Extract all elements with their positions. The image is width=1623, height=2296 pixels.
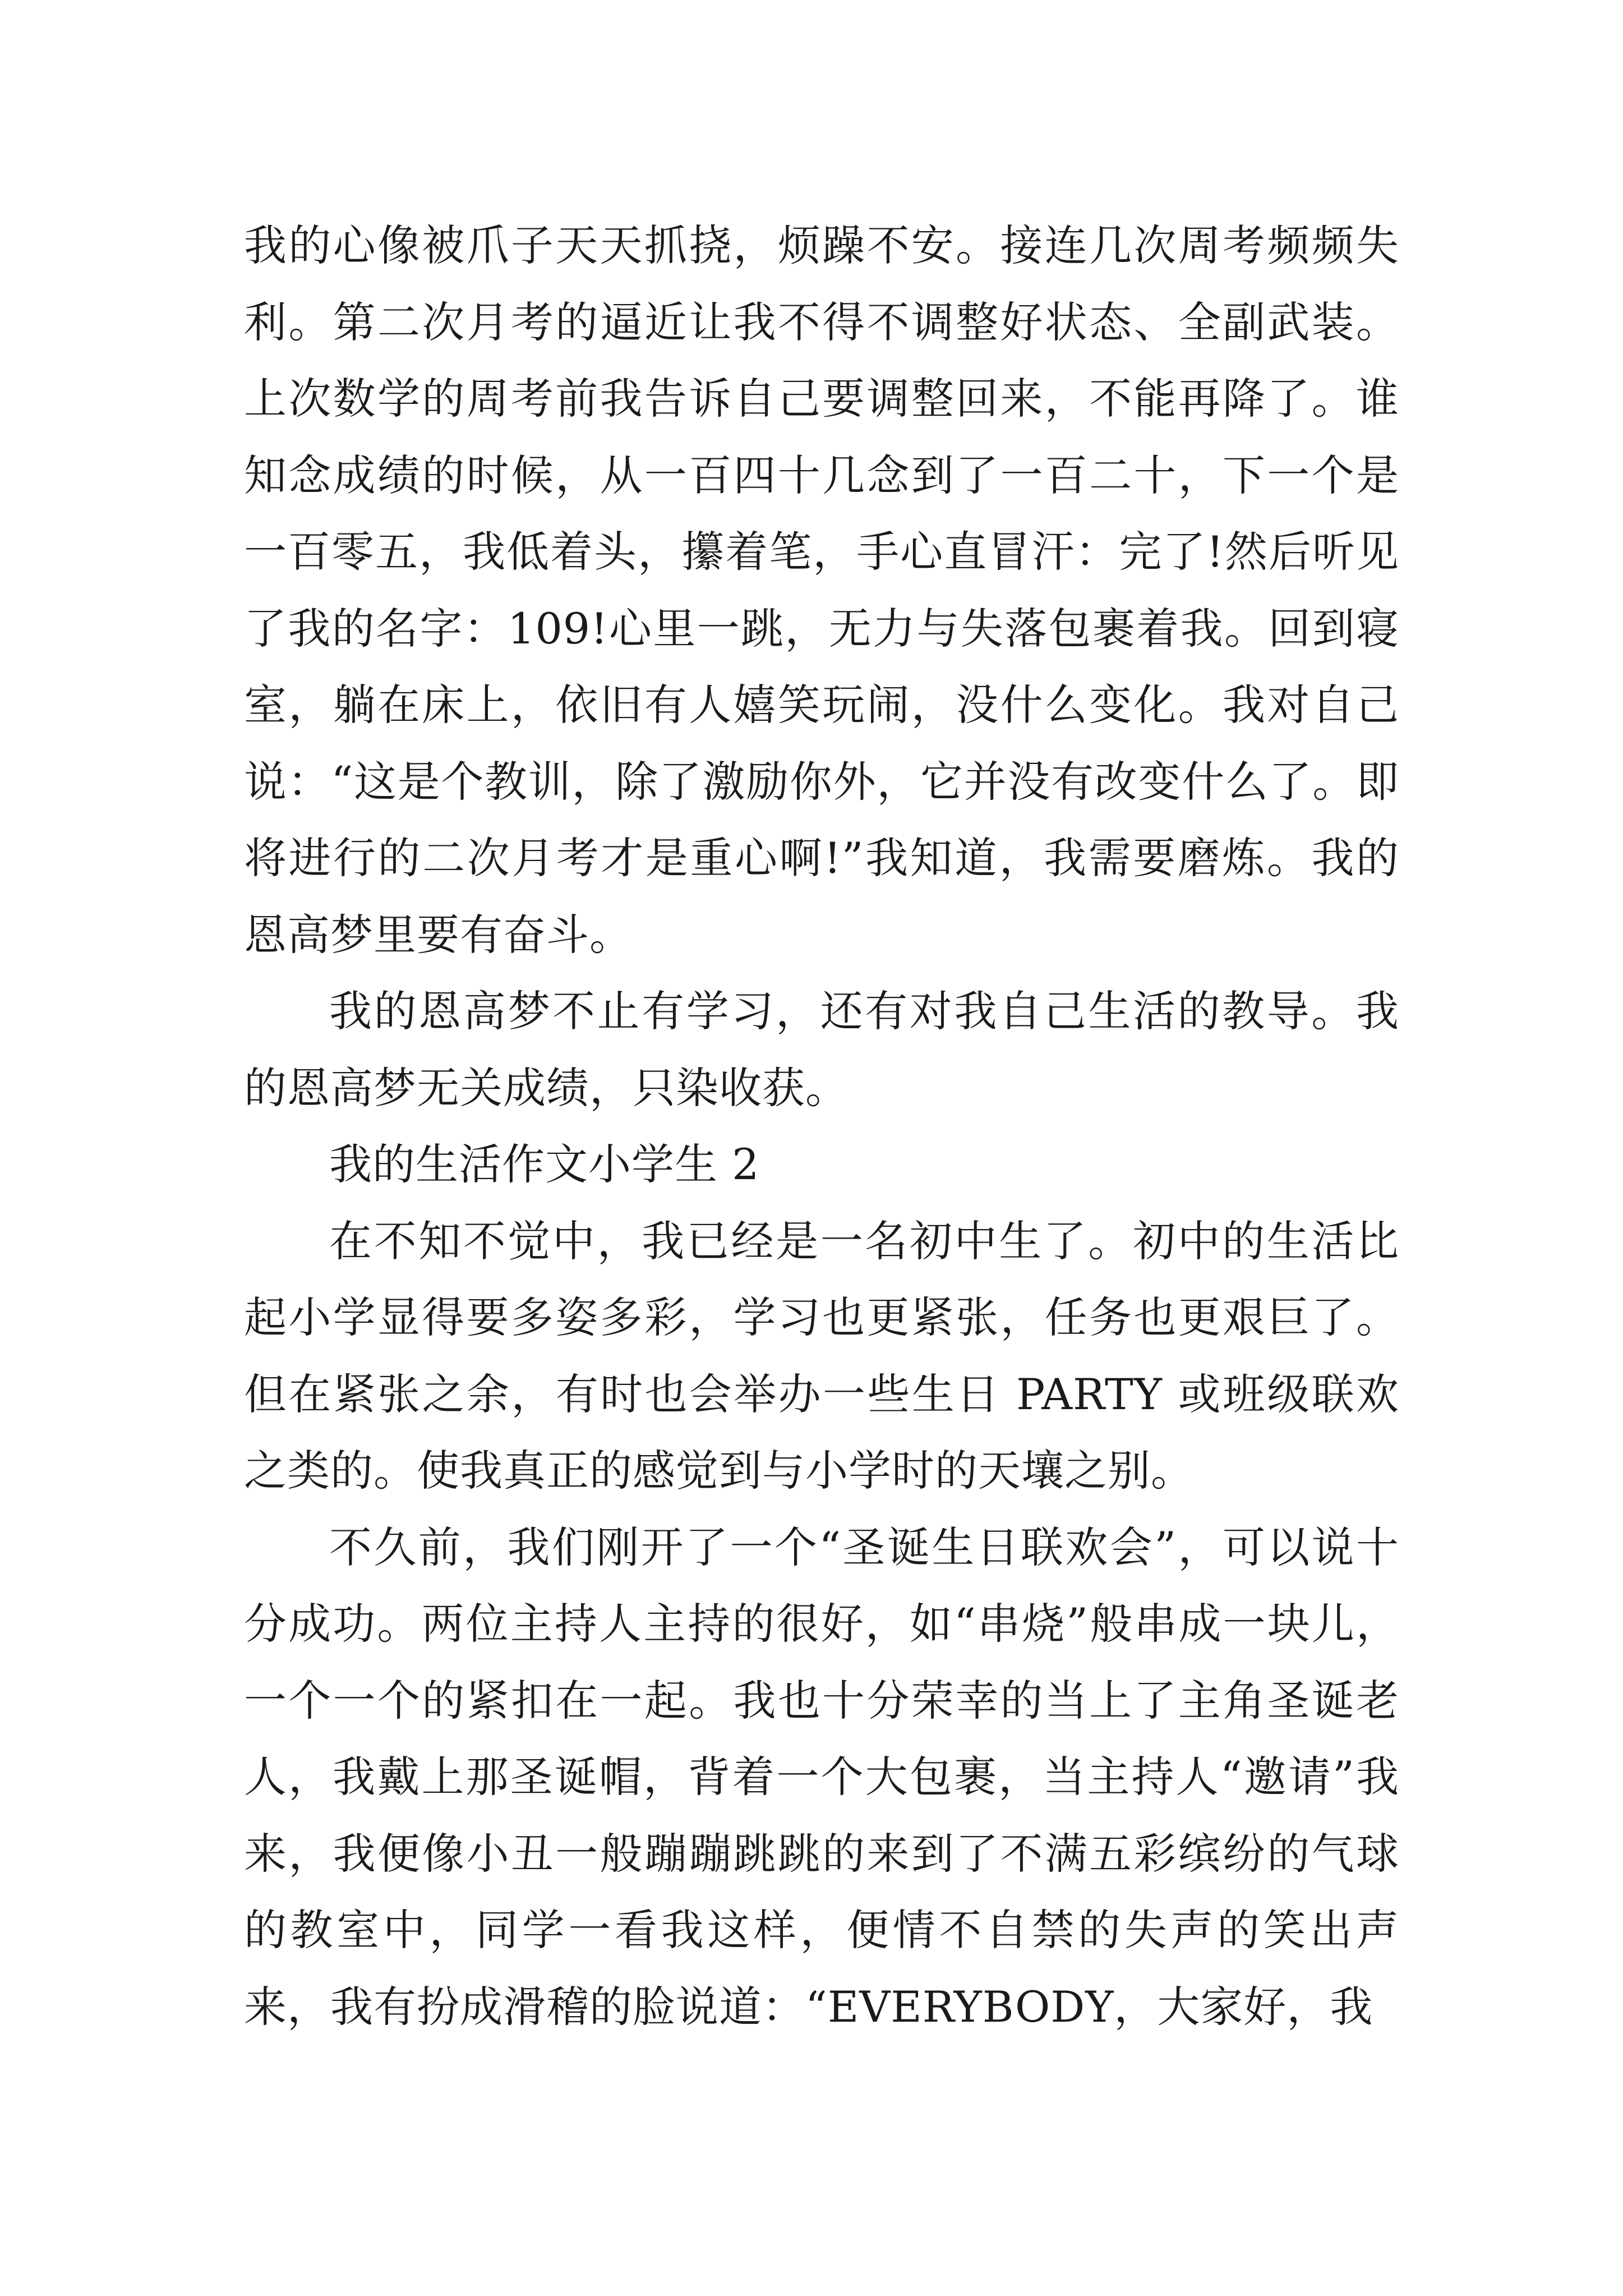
paragraph-3: 在不知不觉中，我已经是一名初中生了。初中的生活比起小学显得要多姿多彩，学习也更紧张，任务也更艰巨了。但在紧张之余，有时也会举办一些生日 PARTY 或班级联欢之类的。使我真正的感觉到与小学时的天壤之别。 xyxy=(244,1216,1399,1496)
paragraph-4: 不久前，我们刚开了一个“圣诞生日联欢会”，可以说十分成功。两位主持人主持的很好，如“串烧”般串成一块儿，一个一个的紧扣在一起。我也十分荣幸的当上了主角圣诞老人，我戴上那圣诞帽，背着一个大包裹，当主持人“邀请”我来，我便像小丑一般蹦蹦跳跳的来到了不满五彩缤纷的气球的教室中，同学一看我这样，便情不自禁的失声的笑出声来，我有扮成滑稽的脸说道：“EVERYBODY，大家好，我 xyxy=(244,1522,1399,2032)
section-heading: 我的生活作文小学生 2 xyxy=(329,1139,760,1189)
document-body xyxy=(244,208,1399,2045)
paragraph-1: 我的心像被爪子天天抓挠，烦躁不安。接连几次周考频频失利。第二次月考的逼近让我不得不调整好状态、全副武装。上次数学的周考前我告诉自己要调整回来，不能再降了。谁知念成绩的时候，从一百四十几念到了一百二十，下一个是一百零五，我低着头，攥着笔，手心直冒汗：完了!然后听见了我的名字：109!心里一跳，无力与失落包裹着我。回到寝室，躺在床上，依旧有人嬉笑玩闹，没什么变化。我对自己说：“这是个教训，除了激励你外，它并没有改变什么了。即将进行的二次月考才是重心啊!”我知道，我需要磨炼。我的恩高梦里要有奋斗。 xyxy=(244,220,1399,960)
paragraph-2: 我的恩高梦不止有学习，还有对我自己生活的教导。我的恩高梦无关成绩，只染收获。 xyxy=(244,986,1399,1113)
